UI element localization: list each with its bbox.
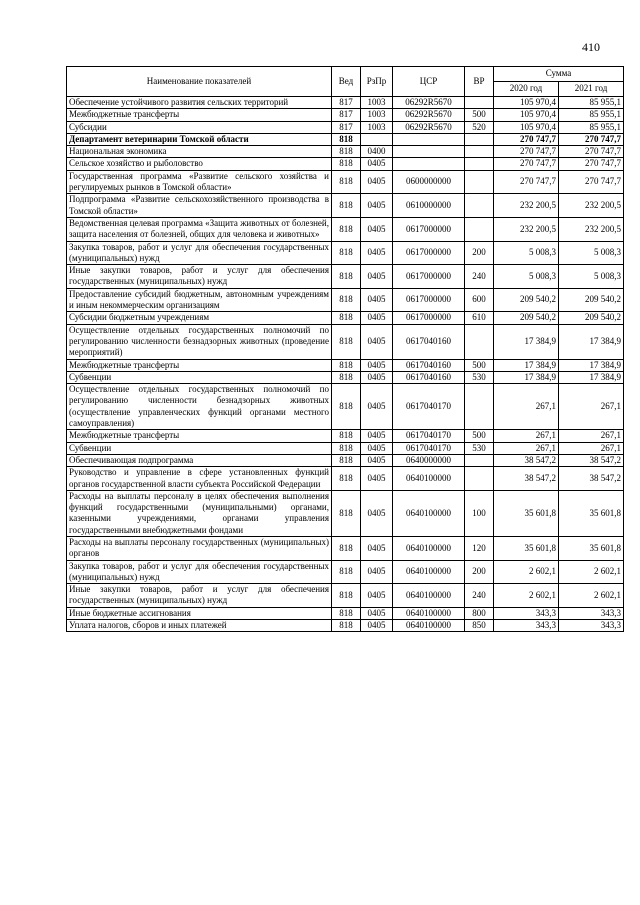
row-ved: 818 xyxy=(332,584,361,608)
row-name: Сельское хозяйство и рыболовство xyxy=(67,158,332,170)
row-name: Межбюджетные трансферты xyxy=(67,430,332,442)
row-csr: 0617040170 xyxy=(393,430,465,442)
row-csr: 0640100000 xyxy=(393,490,465,536)
row-ved: 818 xyxy=(332,430,361,442)
row-name: Иные закупки товаров, работ и услуг для обеспечения государственных (муниципальных) нужд xyxy=(67,584,332,608)
row-ved: 818 xyxy=(332,265,361,289)
row-sum-2020: 38 547,2 xyxy=(494,454,559,466)
row-csr: 0640100000 xyxy=(393,536,465,560)
row-sum-2021: 270 747,7 xyxy=(559,146,624,158)
row-name: Расходы на выплаты персоналу в целях обеспечения выполнения функций государственными (муниципальными) органами, казенными учреждениями, органами управления государственными внебюджетными фондами xyxy=(67,490,332,536)
row-ved: 818 xyxy=(332,490,361,536)
row-sum-2021: 38 547,2 xyxy=(559,467,624,491)
row-name: Ведомственная целевая программа «Защита животных от болезней, защита населения от болезней, общих для человека и животных» xyxy=(67,217,332,241)
row-vr: 600 xyxy=(465,288,494,312)
row-rzpr: 0405 xyxy=(361,620,393,632)
row-sum-2021: 232 200,5 xyxy=(559,194,624,218)
row-sum-2021: 270 747,7 xyxy=(559,133,624,145)
table-row xyxy=(67,536,624,560)
row-sum-2021: 267,1 xyxy=(559,442,624,454)
table-row xyxy=(67,490,624,536)
row-sum-2020: 105 970,4 xyxy=(494,97,559,109)
row-ved: 818 xyxy=(332,467,361,491)
row-rzpr: 0405 xyxy=(361,217,393,241)
row-sum-2021: 209 540,2 xyxy=(559,288,624,312)
row-csr: 0640100000 xyxy=(393,620,465,632)
row-vr: 850 xyxy=(465,620,494,632)
row-ved: 818 xyxy=(332,560,361,584)
row-sum-2020: 2 602,1 xyxy=(494,560,559,584)
row-name: Предоставление субсидий бюджетным, автономным учреждениям и иным некоммерческим организациям xyxy=(67,288,332,312)
row-ved: 817 xyxy=(332,121,361,133)
table-row xyxy=(67,158,624,170)
row-rzpr: 0405 xyxy=(361,467,393,491)
row-sum-2020: 270 747,7 xyxy=(494,158,559,170)
row-rzpr: 0405 xyxy=(361,560,393,584)
row-sum-2020: 232 200,5 xyxy=(494,217,559,241)
row-rzpr: 0405 xyxy=(361,371,393,383)
row-rzpr: 0405 xyxy=(361,288,393,312)
row-vr: 500 xyxy=(465,109,494,121)
row-vr: 500 xyxy=(465,430,494,442)
row-name: Субсидии бюджетным учреждениям xyxy=(67,312,332,324)
row-vr: 520 xyxy=(465,121,494,133)
row-name: Осуществление отдельных государственных полномочий по регулированию численности безнадзорных животных (осуществление управленческих функций органами местного самоуправления) xyxy=(67,384,332,430)
row-csr: 06292R5670 xyxy=(393,109,465,121)
row-sum-2020: 17 384,9 xyxy=(494,371,559,383)
row-ved: 818 xyxy=(332,536,361,560)
table-row xyxy=(67,442,624,454)
row-name: Осуществление отдельных государственных полномочий по регулированию численности безнадзорных животных (проведение мероприятий) xyxy=(67,324,332,359)
row-ved: 818 xyxy=(332,359,361,371)
row-vr: 120 xyxy=(465,536,494,560)
row-vr: 500 xyxy=(465,359,494,371)
row-rzpr xyxy=(361,133,393,145)
header-name: Наименование показателей xyxy=(67,67,332,97)
row-rzpr: 0405 xyxy=(361,359,393,371)
row-name: Национальная экономика xyxy=(67,146,332,158)
row-sum-2020: 270 747,7 xyxy=(494,170,559,194)
row-sum-2020: 5 008,3 xyxy=(494,265,559,289)
row-name: Государственная программа «Развитие сельского хозяйства и регулируемых рынков в Томской области» xyxy=(67,170,332,194)
header-vr: ВР xyxy=(465,67,494,97)
row-sum-2020: 267,1 xyxy=(494,430,559,442)
row-rzpr: 0405 xyxy=(361,536,393,560)
row-csr xyxy=(393,133,465,145)
row-vr: 100 xyxy=(465,490,494,536)
row-sum-2020: 209 540,2 xyxy=(494,312,559,324)
row-sum-2021: 2 602,1 xyxy=(559,584,624,608)
row-vr xyxy=(465,194,494,218)
row-sum-2021: 343,3 xyxy=(559,607,624,619)
row-rzpr: 1003 xyxy=(361,109,393,121)
row-vr xyxy=(465,324,494,359)
row-sum-2020: 267,1 xyxy=(494,384,559,430)
row-sum-2020: 17 384,9 xyxy=(494,359,559,371)
row-rzpr: 0405 xyxy=(361,454,393,466)
row-ved: 818 xyxy=(332,241,361,265)
row-rzpr: 0405 xyxy=(361,241,393,265)
row-vr xyxy=(465,170,494,194)
table-row xyxy=(67,371,624,383)
row-sum-2020: 17 384,9 xyxy=(494,324,559,359)
row-csr: 0617040160 xyxy=(393,371,465,383)
row-csr: 0640000000 xyxy=(393,454,465,466)
row-name: Расходы на выплаты персоналу государственных (муниципальных) органов xyxy=(67,536,332,560)
row-sum-2021: 2 602,1 xyxy=(559,560,624,584)
row-vr xyxy=(465,133,494,145)
table-row xyxy=(67,170,624,194)
header-csr: ЦСР xyxy=(393,67,465,97)
header-2021: 2021 год xyxy=(559,82,624,97)
row-ved: 818 xyxy=(332,217,361,241)
table-row xyxy=(67,241,624,265)
header-rzpr: РзПр xyxy=(361,67,393,97)
row-sum-2020: 35 601,8 xyxy=(494,536,559,560)
row-rzpr: 0405 xyxy=(361,312,393,324)
row-csr: 0617000000 xyxy=(393,265,465,289)
row-sum-2021: 85 955,1 xyxy=(559,109,624,121)
row-rzpr: 0405 xyxy=(361,430,393,442)
table-row xyxy=(67,109,624,121)
row-rzpr: 0405 xyxy=(361,607,393,619)
row-vr xyxy=(465,467,494,491)
row-ved: 818 xyxy=(332,146,361,158)
row-ved: 818 xyxy=(332,324,361,359)
row-ved: 818 xyxy=(332,158,361,170)
row-vr: 610 xyxy=(465,312,494,324)
row-rzpr: 0400 xyxy=(361,146,393,158)
row-sum-2020: 270 747,7 xyxy=(494,133,559,145)
table-row xyxy=(67,620,624,632)
budget-table xyxy=(66,66,624,632)
table-row xyxy=(67,312,624,324)
row-ved: 818 xyxy=(332,442,361,454)
table-row xyxy=(67,324,624,359)
row-csr: 0617000000 xyxy=(393,217,465,241)
row-csr: 0600000000 xyxy=(393,170,465,194)
table-row xyxy=(67,217,624,241)
row-rzpr: 0405 xyxy=(361,158,393,170)
row-csr: 0617040170 xyxy=(393,384,465,430)
row-csr: 0617000000 xyxy=(393,312,465,324)
table-row xyxy=(67,430,624,442)
row-sum-2021: 35 601,8 xyxy=(559,536,624,560)
row-name: Обеспечивающая подпрограмма xyxy=(67,454,332,466)
row-rzpr: 0405 xyxy=(361,170,393,194)
row-name: Иные закупки товаров, работ и услуг для обеспечения государственных (муниципальных) нужд xyxy=(67,265,332,289)
row-vr xyxy=(465,97,494,109)
row-sum-2021: 17 384,9 xyxy=(559,324,624,359)
row-sum-2020: 105 970,4 xyxy=(494,121,559,133)
row-name: Уплата налогов, сборов и иных платежей xyxy=(67,620,332,632)
row-vr: 530 xyxy=(465,371,494,383)
row-name: Межбюджетные трансферты xyxy=(67,109,332,121)
row-rzpr: 0405 xyxy=(361,384,393,430)
row-vr xyxy=(465,158,494,170)
row-sum-2021: 17 384,9 xyxy=(559,371,624,383)
row-name: Закупка товаров, работ и услуг для обеспечения государственных (муниципальных) нужд xyxy=(67,241,332,265)
row-name: Субсидии xyxy=(67,121,332,133)
row-csr: 0640100000 xyxy=(393,467,465,491)
row-ved: 818 xyxy=(332,454,361,466)
row-sum-2020: 270 747,7 xyxy=(494,146,559,158)
row-sum-2021: 35 601,8 xyxy=(559,490,624,536)
row-csr: 0640100000 xyxy=(393,607,465,619)
row-sum-2021: 343,3 xyxy=(559,620,624,632)
row-name: Подпрограмма «Развитие сельскохозяйственного производства в Томской области» xyxy=(67,194,332,218)
row-ved: 818 xyxy=(332,133,361,145)
row-sum-2021: 267,1 xyxy=(559,430,624,442)
table-row xyxy=(67,359,624,371)
table-row xyxy=(67,121,624,133)
row-vr: 800 xyxy=(465,607,494,619)
row-ved: 818 xyxy=(332,288,361,312)
row-vr xyxy=(465,146,494,158)
row-ved: 818 xyxy=(332,607,361,619)
table-row xyxy=(67,607,624,619)
row-rzpr: 0405 xyxy=(361,490,393,536)
row-name: Закупка товаров, работ и услуг для обеспечения государственных (муниципальных) нужд xyxy=(67,560,332,584)
row-vr xyxy=(465,217,494,241)
row-sum-2021: 267,1 xyxy=(559,384,624,430)
row-vr: 200 xyxy=(465,560,494,584)
row-csr: 0640100000 xyxy=(393,560,465,584)
row-sum-2021: 270 747,7 xyxy=(559,170,624,194)
row-sum-2021: 209 540,2 xyxy=(559,312,624,324)
table-row xyxy=(67,560,624,584)
row-name: Обеспечение устойчивого развития сельских территорий xyxy=(67,97,332,109)
row-sum-2021: 232 200,5 xyxy=(559,217,624,241)
row-sum-2020: 105 970,4 xyxy=(494,109,559,121)
row-ved: 818 xyxy=(332,194,361,218)
row-csr: 0610000000 xyxy=(393,194,465,218)
table-row xyxy=(67,194,624,218)
table-body xyxy=(67,97,624,632)
row-name: Субвенции xyxy=(67,442,332,454)
table-row xyxy=(67,146,624,158)
table-row xyxy=(67,467,624,491)
row-sum-2021: 38 547,2 xyxy=(559,454,624,466)
row-vr xyxy=(465,454,494,466)
row-rzpr: 0405 xyxy=(361,584,393,608)
row-csr: 06292R5670 xyxy=(393,121,465,133)
row-name: Руководство и управление в сфере установленных функций органов государственной власти субъекта Российской Федерации xyxy=(67,467,332,491)
row-vr: 240 xyxy=(465,265,494,289)
table-row xyxy=(67,97,624,109)
row-vr: 200 xyxy=(465,241,494,265)
header-ved: Вед xyxy=(332,67,361,97)
row-csr xyxy=(393,158,465,170)
row-sum-2021: 17 384,9 xyxy=(559,359,624,371)
row-csr: 0640100000 xyxy=(393,584,465,608)
row-vr: 530 xyxy=(465,442,494,454)
row-rzpr: 1003 xyxy=(361,97,393,109)
row-ved: 817 xyxy=(332,97,361,109)
header-sum: Сумма xyxy=(494,67,624,82)
row-name: Департамент ветеринарии Томской области xyxy=(67,133,332,145)
table-row xyxy=(67,384,624,430)
row-sum-2021: 5 008,3 xyxy=(559,265,624,289)
row-csr: 0617040170 xyxy=(393,442,465,454)
row-vr xyxy=(465,384,494,430)
row-csr: 0617040160 xyxy=(393,324,465,359)
table-row xyxy=(67,288,624,312)
row-ved: 818 xyxy=(332,384,361,430)
header-2020: 2020 год xyxy=(494,82,559,97)
row-rzpr: 1003 xyxy=(361,121,393,133)
row-ved: 818 xyxy=(332,371,361,383)
table-row xyxy=(67,454,624,466)
row-csr: 0617040160 xyxy=(393,359,465,371)
row-csr: 06292R5670 xyxy=(393,97,465,109)
row-sum-2021: 5 008,3 xyxy=(559,241,624,265)
row-sum-2021: 270 747,7 xyxy=(559,158,624,170)
row-ved: 817 xyxy=(332,109,361,121)
row-name: Субвенции xyxy=(67,371,332,383)
row-sum-2020: 35 601,8 xyxy=(494,490,559,536)
row-rzpr: 0405 xyxy=(361,265,393,289)
row-sum-2020: 343,3 xyxy=(494,620,559,632)
row-rzpr: 0405 xyxy=(361,442,393,454)
row-name: Иные бюджетные ассигнования xyxy=(67,607,332,619)
row-sum-2020: 267,1 xyxy=(494,442,559,454)
page-number: 410 xyxy=(582,40,600,54)
row-ved: 818 xyxy=(332,312,361,324)
row-sum-2020: 343,3 xyxy=(494,607,559,619)
row-sum-2020: 2 602,1 xyxy=(494,584,559,608)
table-row xyxy=(67,133,624,145)
table-row xyxy=(67,584,624,608)
row-rzpr: 0405 xyxy=(361,324,393,359)
row-sum-2021: 85 955,1 xyxy=(559,97,624,109)
row-csr xyxy=(393,146,465,158)
row-sum-2020: 38 547,2 xyxy=(494,467,559,491)
row-name: Межбюджетные трансферты xyxy=(67,359,332,371)
row-sum-2020: 209 540,2 xyxy=(494,288,559,312)
row-sum-2020: 232 200,5 xyxy=(494,194,559,218)
row-csr: 0617000000 xyxy=(393,241,465,265)
table-row xyxy=(67,265,624,289)
row-sum-2021: 85 955,1 xyxy=(559,121,624,133)
row-ved: 818 xyxy=(332,170,361,194)
row-rzpr: 0405 xyxy=(361,194,393,218)
row-vr: 240 xyxy=(465,584,494,608)
row-csr: 0617000000 xyxy=(393,288,465,312)
row-sum-2020: 5 008,3 xyxy=(494,241,559,265)
row-ved: 818 xyxy=(332,620,361,632)
